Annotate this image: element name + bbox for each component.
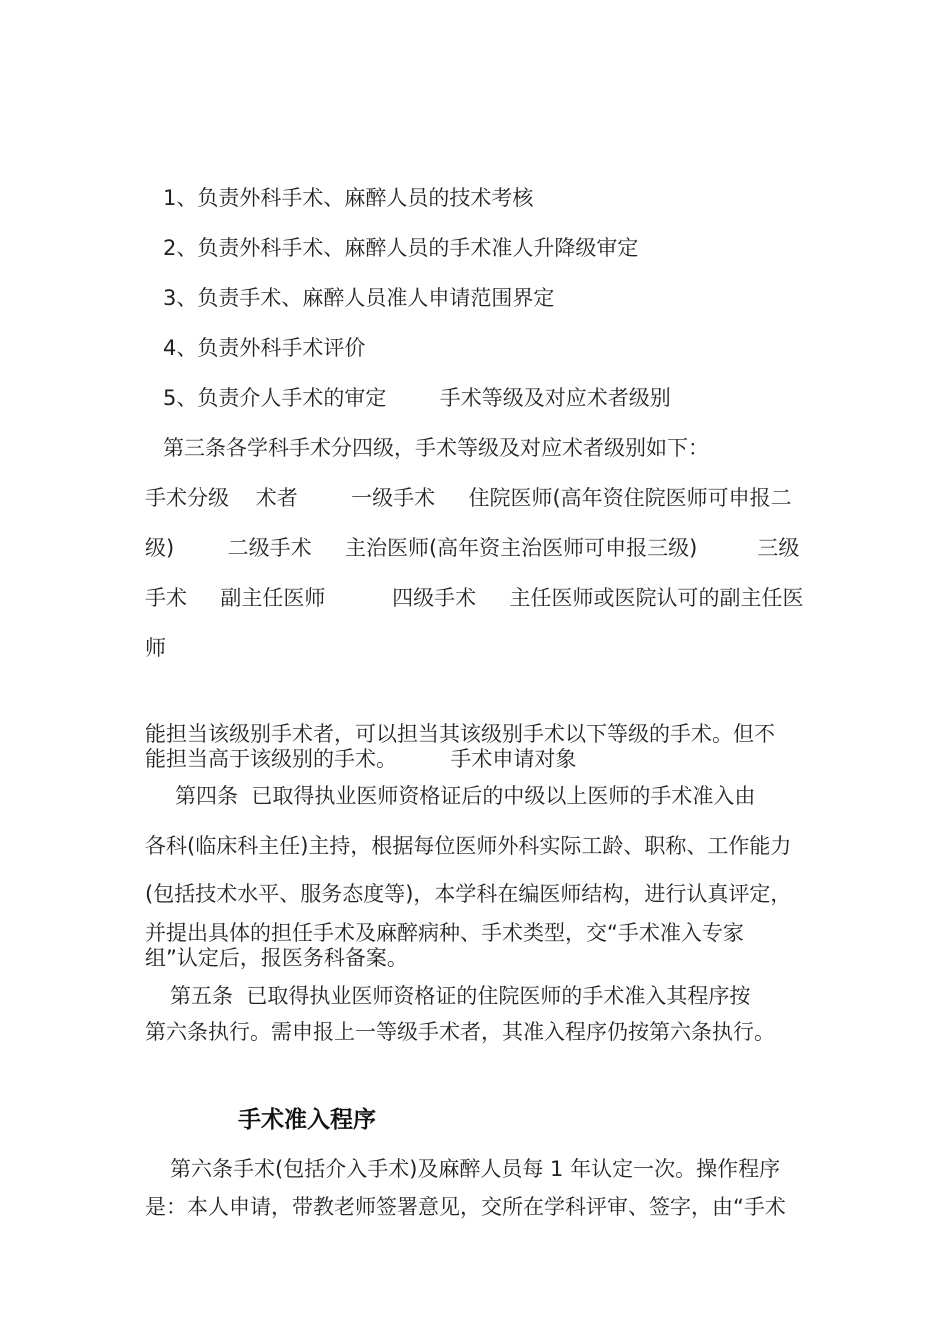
article4-line: 并提出具体的担任手术及麻醉病种、手术类型，交“手术准入专家 (145, 921, 744, 945)
article4-line: 组”认定后，报医务科备案。 (145, 946, 408, 970)
article4-line: 第四条 已取得执业医师资格证后的中级以上医师的手术准入由 (175, 784, 756, 808)
grade-table-line: 级) 二级手术 主治医师(高年资主治医师可申报三级) 三级 (145, 536, 800, 560)
article4-line: (包括技术水平、服务态度等)，本学科在编医师结构，进行认真评定， (145, 882, 792, 906)
section-heading: 手术准入程序 (238, 1107, 376, 1133)
article6-line: 第六条手术(包括介入手术)及麻醉人员每 1 年认定一次。操作程序 (170, 1157, 781, 1181)
article5-line: 第六条执行。需申报上一等级手术者，其准入程序仍按第六条执行。 (145, 1020, 775, 1044)
capability-line: 能担当该级别手术者，可以担当其该级别手术以下等级的手术。但不 (145, 722, 775, 746)
article3-intro: 第三条各学科手术分四级，手术等级及对应术者级别如下： (163, 436, 709, 460)
duty-item-1: 1、负责外科手术、麻醉人员的技术考核 (163, 186, 534, 210)
grade-table-line: 师 (145, 636, 166, 660)
duty-item-2: 2、负责外科手术、麻醉人员的手术准人升降级审定 (163, 236, 639, 260)
duty-item-5: 5、负责介人手术的审定 手术等级及对应术者级别 (163, 386, 671, 410)
grade-table-line: 手术分级 术者 一级手术 住院医师(高年资住院医师可申报二 (145, 486, 792, 510)
duty-item-4: 4、负责外科手术评价 (163, 336, 366, 360)
grade-table-line: 手术 副主任医师 四级手术 主任医师或医院认可的副主任医 (145, 586, 804, 610)
article6-line: 是：本人申请，带教老师签署意见，交所在学科评审、签字，由“手术 (145, 1195, 786, 1219)
duty-item-3: 3、负责手术、麻醉人员准人申请范围界定 (163, 286, 555, 310)
capability-line: 能担当高于该级别的手术。 手术申请对象 (145, 747, 577, 771)
article4-line: 各科(临床科主任)主持，根据每位医师外科实际工龄、职称、工作能力 (145, 834, 792, 858)
article5-line: 第五条 已取得执业医师资格证的住院医师的手术准入其程序按 (170, 984, 751, 1008)
